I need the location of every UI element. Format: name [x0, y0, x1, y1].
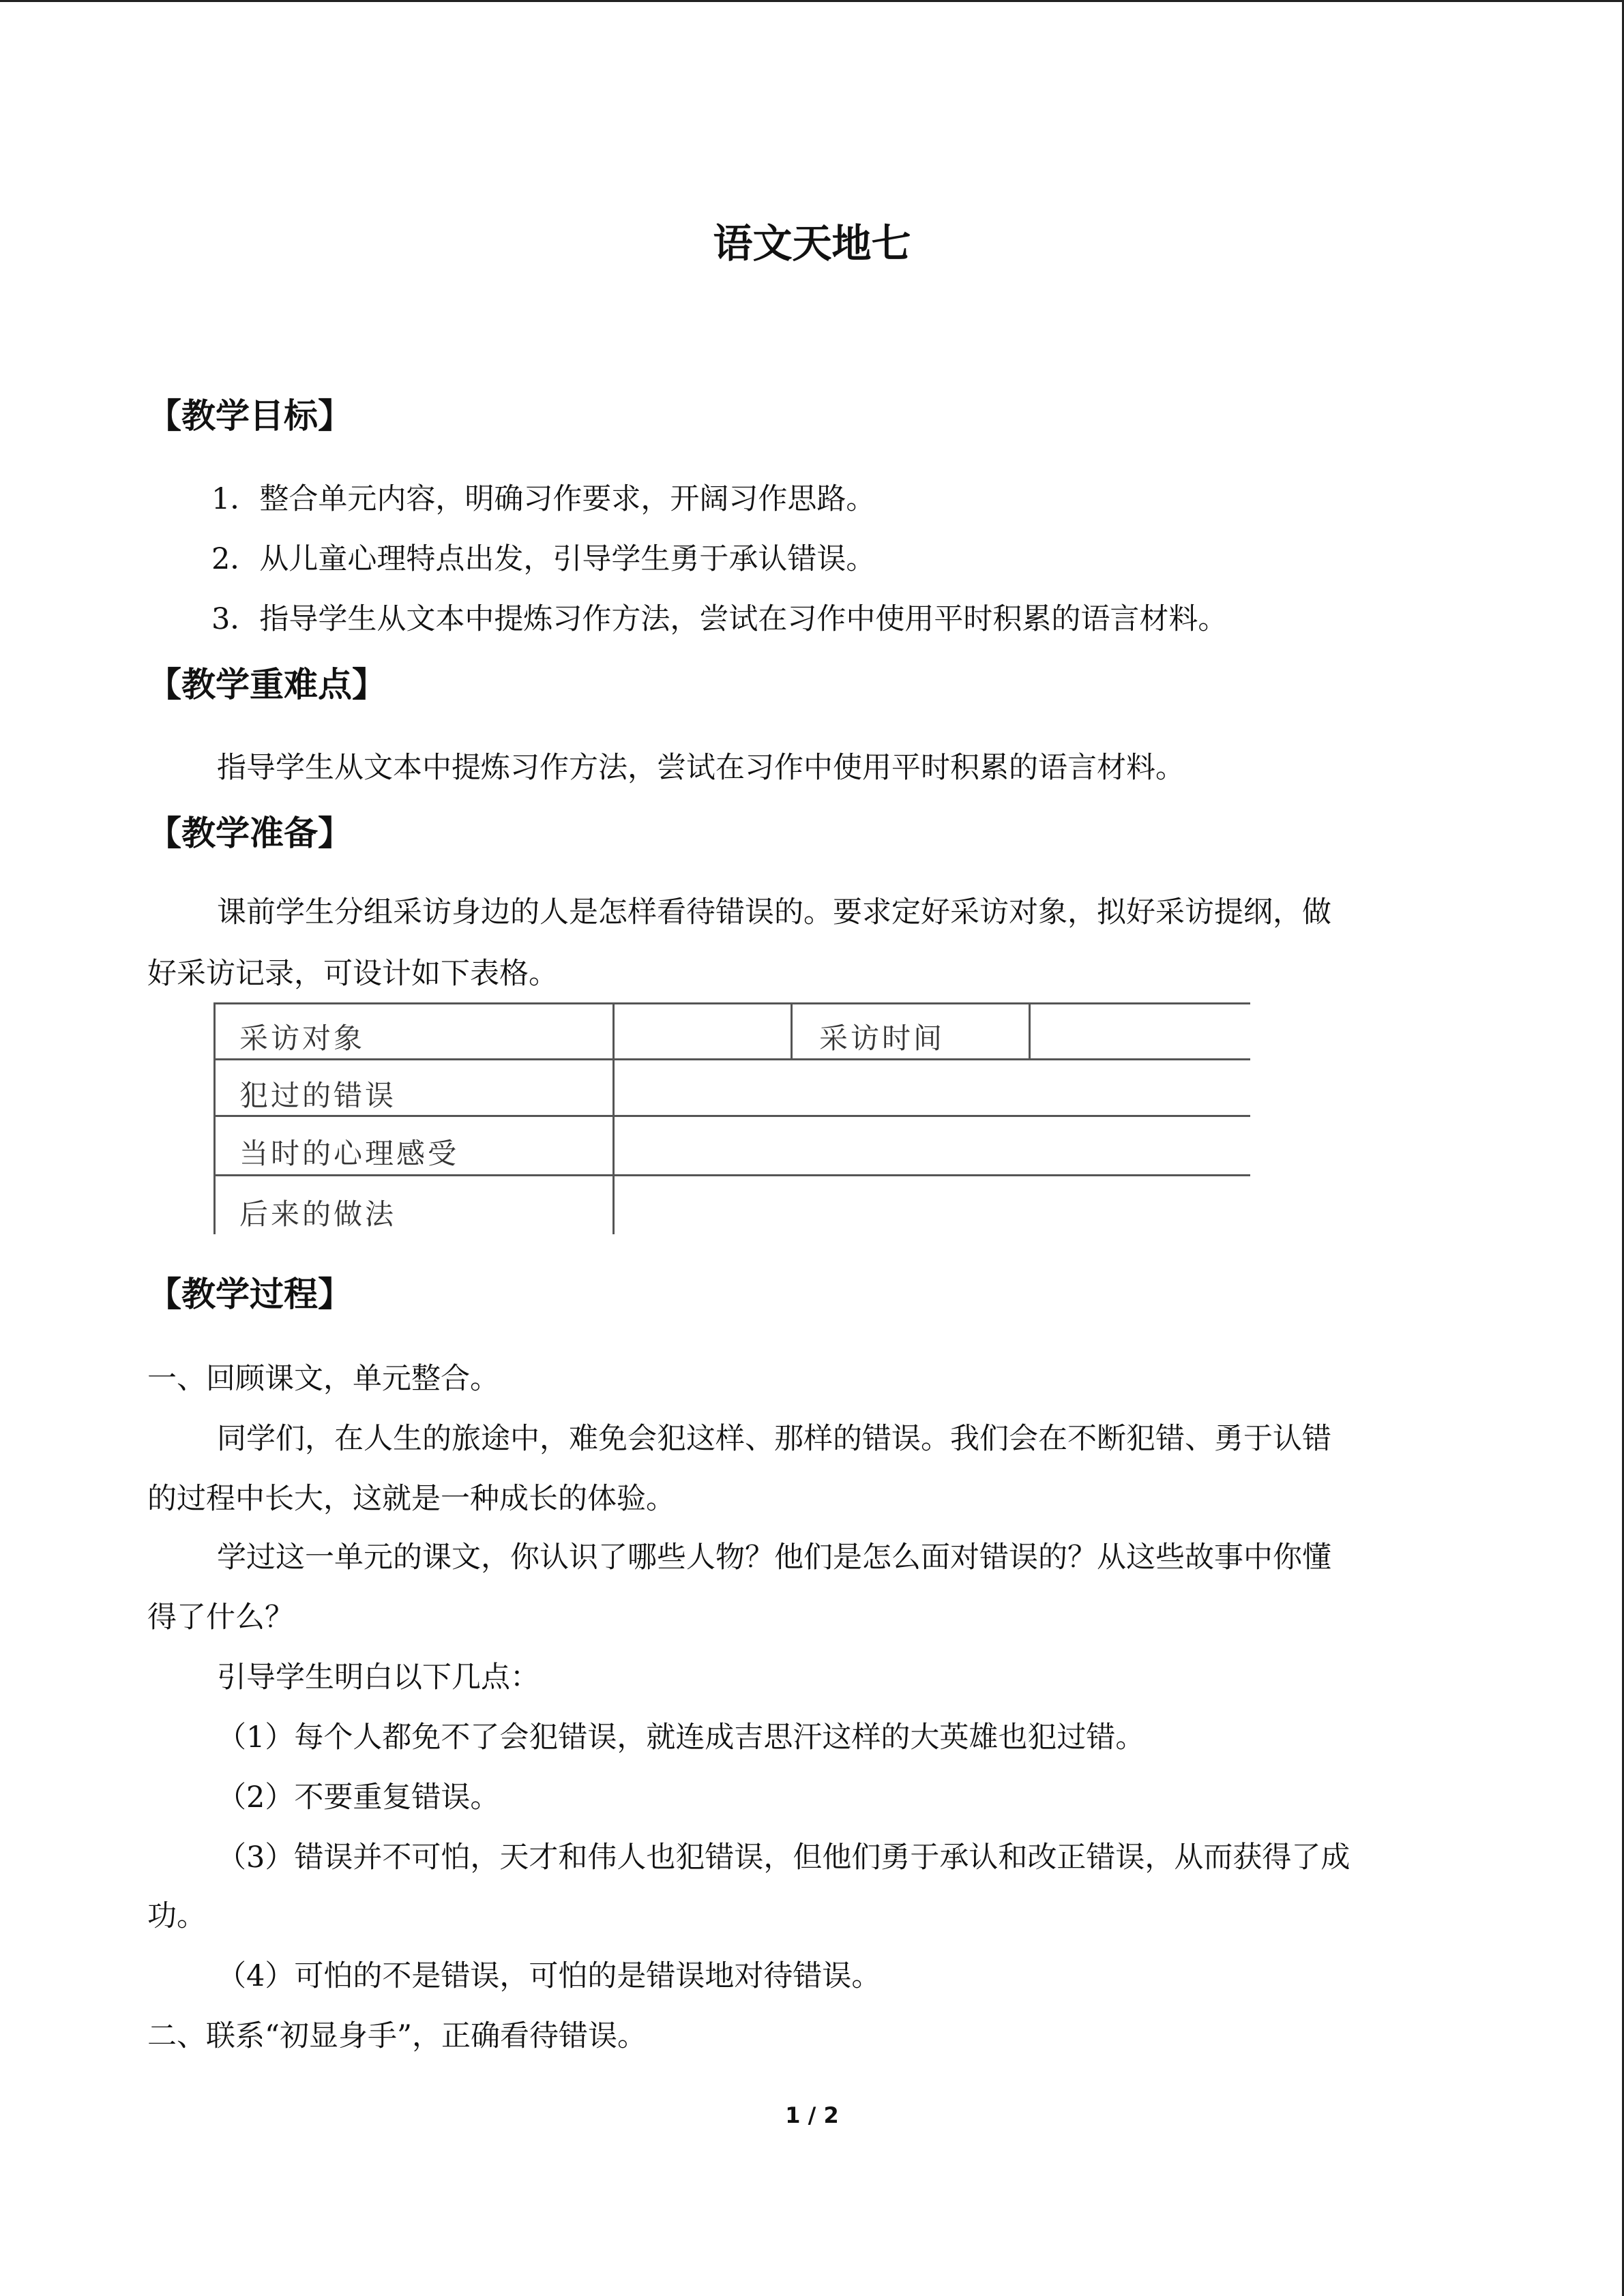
process-p2-line-1: 学过这一单元的课文，你认识了哪些人物？他们是怎么面对错误的？从这些故事中你懂 — [217, 1540, 1331, 1575]
goal-item-3: 3．指导学生从文本中提炼习作方法，尝试在习作中使用平时积累的语言材料。 — [211, 602, 1228, 636]
process-point-3-line-2: 功。 — [147, 1899, 206, 1933]
table-cell-time-label: 采访时间 — [819, 1022, 945, 1055]
table-line-col1 — [612, 1002, 615, 1234]
table-cell-action-label: 后来的做法 — [239, 1197, 397, 1231]
table-line-row2 — [213, 1115, 1250, 1117]
process-point-3-line-1: （3）错误并不可怕，天才和伟人也犯错误，但他们勇于承认和改正错误，从而获得了成 — [217, 1840, 1350, 1875]
table-line-col3 — [1029, 1002, 1031, 1058]
process-p1-line-1: 同学们，在人生的旅途中，难免会犯这样、那样的错误。我们会在不断犯错、勇于认错 — [217, 1422, 1331, 1456]
process-point-2: （2）不要重复错误。 — [217, 1780, 500, 1815]
table-line-left — [213, 1002, 216, 1234]
process-point-4: （4）可怕的不是错误，可怕的是错误地对待错误。 — [217, 1959, 881, 1993]
goal-item-1: 1．整合单元内容，明确习作要求，开阔习作思路。 — [211, 482, 876, 516]
goals-heading: 【教学目标】 — [147, 396, 352, 436]
process-part2-title: 二、联系“初显身手”，正确看待错误。 — [147, 2019, 647, 2053]
preparation-line-2: 好采访记录，可设计如下表格。 — [147, 957, 558, 991]
key-points-text: 指导学生从文本中提炼习作方法，尝试在习作中使用平时积累的语言材料。 — [217, 751, 1185, 785]
interview-table — [213, 1002, 1250, 1234]
table-cell-mistake-label: 犯过的错误 — [239, 1079, 397, 1112]
preparation-line-1: 课前学生分组采访身边的人是怎样看待错误的。要求定好采访对象，拟好采访提纲，做 — [217, 895, 1331, 929]
process-part1-title: 一、回顾课文，单元整合。 — [147, 1362, 499, 1396]
table-line-top — [213, 1002, 1250, 1004]
goal-item-2: 2．从儿童心理特点出发，引导学生勇于承认错误。 — [211, 542, 876, 576]
table-cell-interviewee-label: 采访对象 — [239, 1022, 366, 1055]
preparation-heading: 【教学准备】 — [147, 814, 352, 853]
table-line-row3 — [213, 1174, 1250, 1176]
document-title: 语文天地七 — [713, 220, 911, 267]
process-point-1: （1）每个人都免不了会犯错误，就连成吉思汗这样的大英雄也犯过错。 — [217, 1720, 1145, 1755]
table-cell-feeling-label: 当时的心理感受 — [239, 1137, 460, 1170]
process-p2-line-2: 得了什么？ — [147, 1600, 294, 1635]
key-points-heading: 【教学重难点】 — [147, 665, 386, 704]
table-line-row1 — [213, 1058, 1250, 1060]
process-p1-line-2: 的过程中长大，这就是一种成长的体验。 — [147, 1482, 675, 1516]
table-line-col2 — [791, 1002, 793, 1058]
process-heading: 【教学过程】 — [147, 1274, 352, 1314]
process-p3: 引导学生明白以下几点： — [217, 1660, 540, 1695]
page-number: 1 / 2 — [785, 2102, 839, 2128]
page-top-border — [0, 0, 1624, 2]
